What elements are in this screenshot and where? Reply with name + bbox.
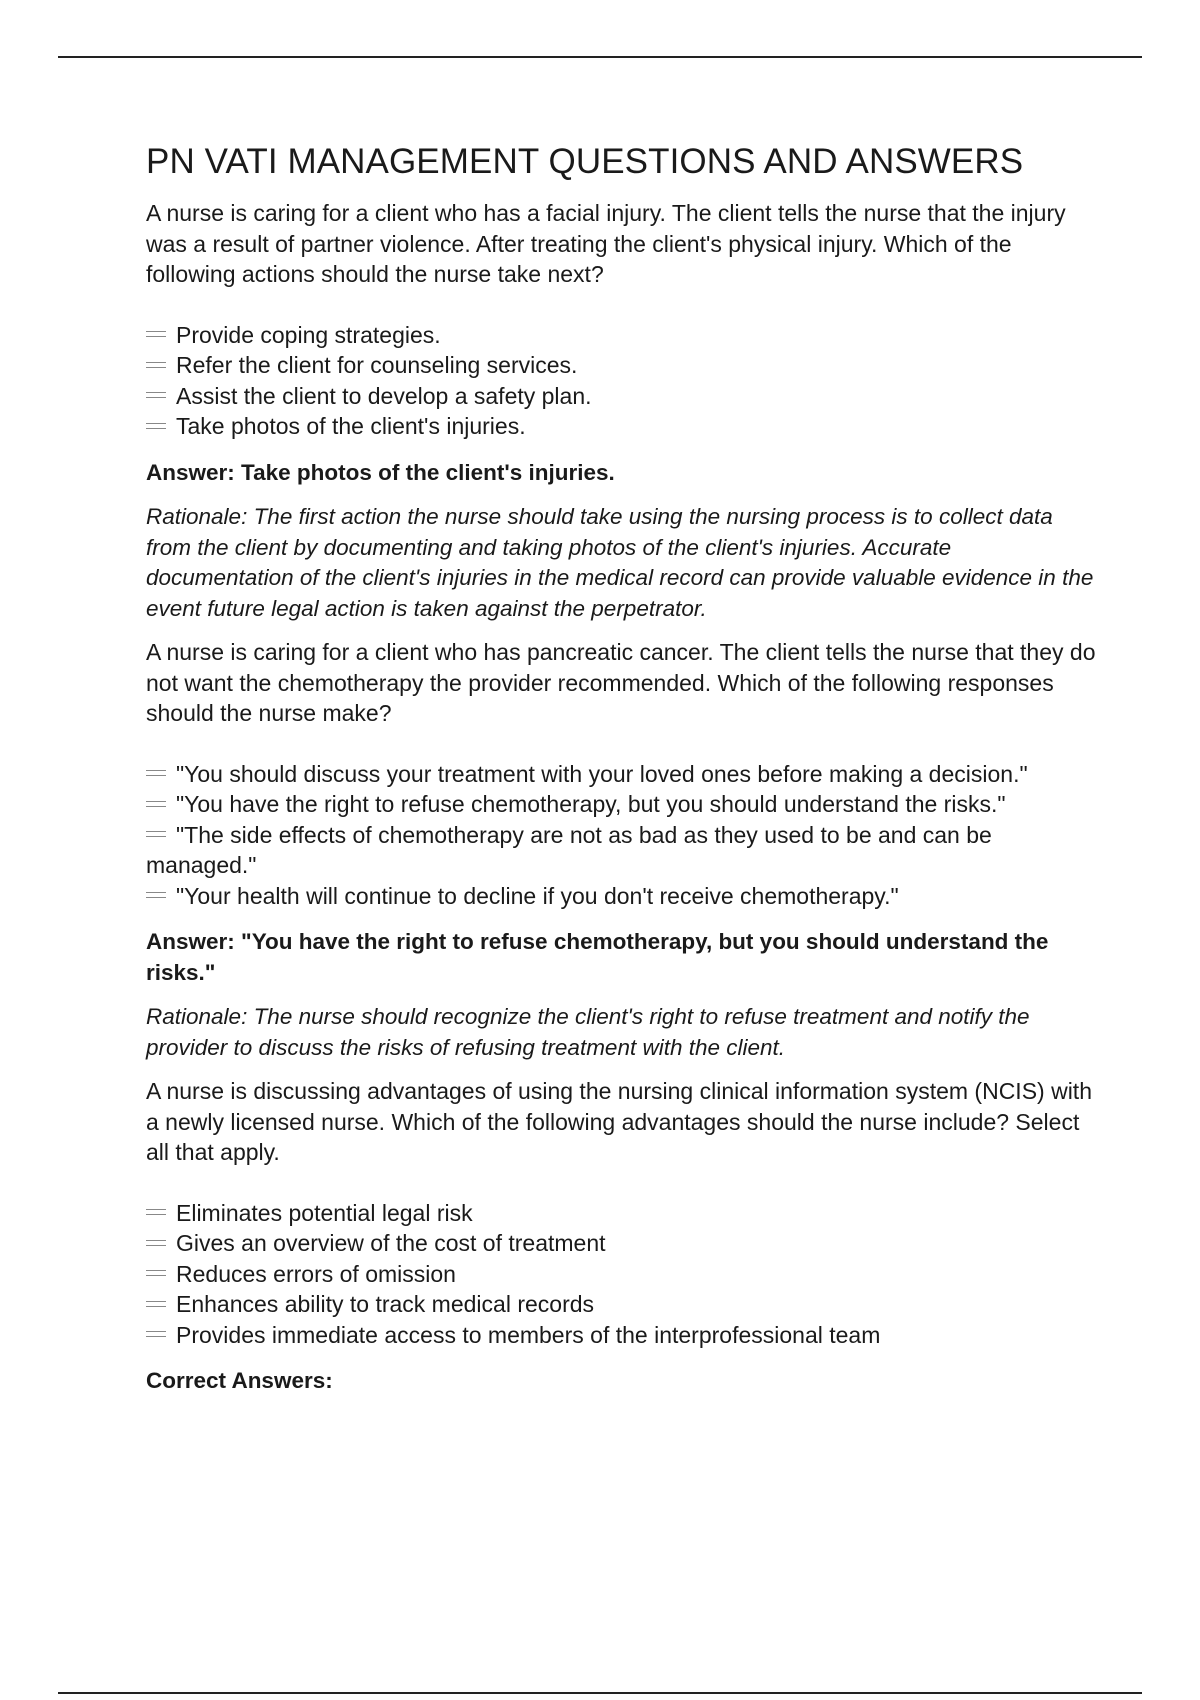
- document-body: [146, 140, 1096, 1411]
- bullet-icon: [146, 1270, 166, 1276]
- question-block-3: [146, 1076, 1096, 1397]
- option-text: Assist the client to develop a safety plan.: [176, 382, 592, 409]
- option-list: [146, 320, 1096, 442]
- bullet-icon: [146, 1301, 166, 1307]
- option-text: "You should discuss your treatment with your loved ones before making a decision.": [176, 760, 1028, 787]
- bullet-icon: [146, 362, 166, 368]
- option-text: Take photos of the client's injuries.: [176, 413, 526, 439]
- option-item: [146, 1259, 1096, 1290]
- option-text: Provide coping strategies.: [176, 321, 441, 348]
- option-item: [146, 1320, 1096, 1351]
- bullet-icon: [146, 770, 166, 776]
- answer-text: Correct Answers:: [146, 1368, 333, 1393]
- bullet-icon: [146, 331, 166, 337]
- question-text: A nurse is caring for a client who has pancreatic cancer. The client tells the nurse that they do not want the chemotherapy the provider recommended. Which of the following responses should the nurse make?: [146, 639, 1096, 726]
- option-item: [146, 411, 1096, 442]
- rationale-text: Rationale: The first action the nurse should take using the nursing process is to collect data from the client by documenting and taking photos of the client's injuries. Accurate documentation of the client's injuries in the medical record can provide valuable evidence in the event future legal action is taken against the perpetrator.: [146, 504, 1094, 621]
- option-text: Provides immediate access to members of the interprofessional team: [176, 1321, 881, 1348]
- bullet-icon: [146, 892, 166, 898]
- option-text: "You have the right to refuse chemotherapy, but you should understand the risks.": [176, 791, 1006, 817]
- bottom-rule: [58, 1692, 1142, 1694]
- rationale-text: Rationale: The nurse should recognize the client's right to refuse treatment and notify the provider to discuss the risks of refusing treatment with the client.: [146, 1004, 1030, 1060]
- option-item: [146, 381, 1096, 412]
- option-item: [146, 759, 1096, 790]
- top-rule: [58, 56, 1142, 58]
- option-item: [146, 350, 1096, 381]
- question-text: A nurse is caring for a client who has a facial injury. The client tells the nurse that the injury was a result of partner violence. After treating the client's physical injury. Which of the following actions should the nurse take next?: [146, 200, 1066, 287]
- bullet-icon: [146, 831, 166, 837]
- answer-text: Answer: "You have the right to refuse chemotherapy, but you should understand the risks.": [146, 929, 1049, 985]
- bullet-icon: [146, 1240, 166, 1246]
- option-item: [146, 1228, 1096, 1259]
- bullet-icon: [146, 1209, 166, 1215]
- question-block-1: [146, 198, 1096, 624]
- option-text: Reduces errors of omission: [176, 1260, 456, 1287]
- bullet-icon: [146, 1331, 166, 1337]
- option-text: "Your health will continue to decline if you don't receive chemotherapy.": [176, 882, 899, 909]
- option-item: [146, 1289, 1096, 1320]
- option-list: [146, 759, 1096, 912]
- bullet-icon: [146, 801, 166, 807]
- option-text: "The side effects of chemotherapy are not as bad as they used to be and can be managed.": [146, 821, 992, 878]
- page-title: PN VATI MANAGEMENT QUESTIONS AND ANSWERS: [146, 142, 1024, 181]
- option-text: Gives an overview of the cost of treatment: [176, 1230, 606, 1256]
- bullet-icon: [146, 423, 166, 429]
- option-text: Refer the client for counseling services.: [176, 352, 578, 378]
- option-item: [146, 320, 1096, 351]
- option-list: [146, 1198, 1096, 1351]
- option-item: [146, 1198, 1096, 1229]
- answer-text: Answer: Take photos of the client's injuries.: [146, 459, 615, 485]
- option-item: [146, 881, 1096, 912]
- question-text: A nurse is discussing advantages of using the nursing clinical information system (NCIS) with a newly licensed nurse. Which of the following advantages should the nurse include? Select all that apply.: [146, 1078, 1092, 1165]
- question-block-2: [146, 637, 1096, 1063]
- option-item: [146, 820, 1096, 881]
- option-item: [146, 789, 1096, 820]
- bullet-icon: [146, 392, 166, 398]
- option-text: Enhances ability to track medical records: [176, 1291, 595, 1317]
- option-text: Eliminates potential legal risk: [176, 1199, 473, 1226]
